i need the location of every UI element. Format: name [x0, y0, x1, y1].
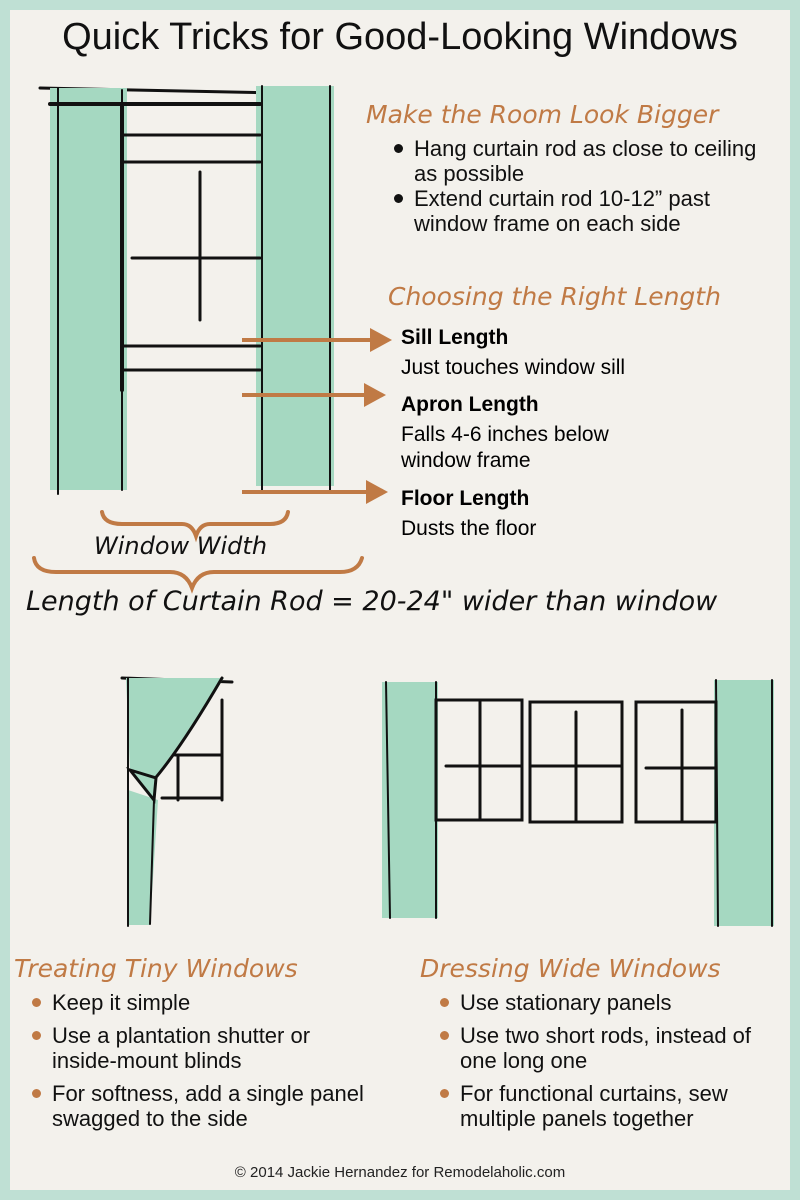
tiny-bullet [32, 1023, 352, 1073]
bullet-dot [440, 998, 449, 1007]
bigger-heading: Make the Room Look Bigger [366, 100, 719, 129]
bullet-text: Keep it simple [52, 990, 191, 1015]
wide-list [440, 990, 785, 1131]
length-title: Apron Length [401, 393, 539, 416]
page-title: Quick Tricks for Good-Looking Windows [62, 16, 738, 58]
wide-bullet [440, 1023, 760, 1073]
tiny-list [32, 990, 392, 1131]
floor-length [401, 486, 681, 542]
bullet-text: Use stationary panels [460, 990, 672, 1015]
bullet-dot [32, 998, 41, 1007]
length-title: Sill Length [401, 326, 509, 349]
infographic-page [10, 10, 790, 1190]
sill-length [401, 325, 681, 381]
bullet-dot [394, 144, 403, 153]
bigger-bullet [394, 186, 784, 236]
curtain-rod-label: Length of Curtain Rod = 20-24" wider than window [26, 586, 718, 617]
bullet-text: Hang curtain rod as close to ceiling as possible [414, 136, 757, 186]
main-window-illustration [40, 86, 334, 494]
tiny-window-illustration [122, 678, 232, 926]
wide-heading: Dressing Wide Windows [420, 954, 721, 983]
bullet-text: For softness, add a single panel swagged to the side [52, 1081, 364, 1131]
wide-bullet [440, 1081, 785, 1131]
bullet-text: Extend curtain rod 10-12” past window frame on each side [414, 186, 710, 236]
tiny-heading: Treating Tiny Windows [14, 954, 298, 983]
length-desc: Dusts the floor [401, 517, 537, 540]
length-title: Floor Length [401, 487, 530, 510]
apron-length [401, 392, 661, 474]
bullet-dot [394, 194, 403, 203]
bullet-text: Use a plantation shutter or inside-mount blinds [52, 1023, 311, 1073]
bullet-dot [32, 1089, 41, 1098]
window-width-label: Window Width [94, 532, 268, 560]
length-heading: Choosing the Right Length [388, 282, 721, 311]
tiny-bullet [32, 990, 392, 1015]
bigger-list [394, 136, 784, 236]
bullet-dot [440, 1031, 449, 1040]
length-desc: Falls 4-6 inches below window frame [401, 423, 609, 472]
bigger-bullet [394, 136, 784, 186]
tiny-bullet [32, 1081, 372, 1131]
length-desc: Just touches window sill [401, 356, 626, 379]
wide-bullet [440, 990, 785, 1015]
bullet-text: For functional curtains, sew multiple panels together [460, 1081, 728, 1131]
wide-window-illustration [382, 680, 774, 926]
bullet-dot [440, 1089, 449, 1098]
bullet-dot [32, 1031, 41, 1040]
footer-credit: © 2014 Jackie Hernandez for Remodelaholic.com [234, 1164, 566, 1181]
bullet-text: Use two short rods, instead of one long one [460, 1023, 752, 1073]
